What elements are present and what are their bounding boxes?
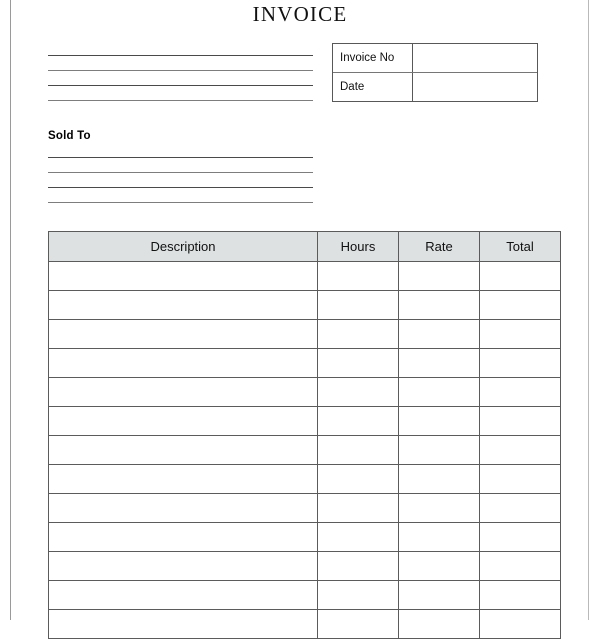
table-row bbox=[49, 291, 561, 320]
table-row bbox=[49, 262, 561, 291]
cell-description[interactable] bbox=[49, 436, 318, 465]
sold-to-address-lines[interactable] bbox=[48, 157, 313, 217]
cell-hours[interactable] bbox=[318, 494, 399, 523]
cell-hours[interactable] bbox=[318, 349, 399, 378]
cell-rate[interactable] bbox=[399, 407, 480, 436]
cell-rate[interactable] bbox=[399, 610, 480, 639]
cell-total[interactable] bbox=[480, 407, 561, 436]
meta-value-1[interactable] bbox=[413, 73, 537, 101]
sender-line-3[interactable] bbox=[48, 85, 313, 86]
cell-rate[interactable] bbox=[399, 465, 480, 494]
cell-rate[interactable] bbox=[399, 262, 480, 291]
meta-row-invoice-no bbox=[333, 44, 537, 72]
sold-to-label: Sold To bbox=[48, 130, 91, 142]
cell-hours[interactable] bbox=[318, 465, 399, 494]
cell-description[interactable] bbox=[49, 465, 318, 494]
cell-total[interactable] bbox=[480, 320, 561, 349]
line-items-table bbox=[48, 231, 561, 639]
cell-total[interactable] bbox=[480, 378, 561, 407]
meta-row-date bbox=[333, 72, 537, 101]
cell-rate[interactable] bbox=[399, 523, 480, 552]
page-edge-left bbox=[10, 0, 11, 620]
cell-description[interactable] bbox=[49, 407, 318, 436]
cell-hours[interactable] bbox=[318, 436, 399, 465]
sender-address-lines[interactable] bbox=[48, 55, 313, 115]
table-row bbox=[49, 465, 561, 494]
sender-line-4[interactable] bbox=[48, 100, 313, 101]
cell-description[interactable] bbox=[49, 349, 318, 378]
page-title: INVOICE bbox=[252, 2, 348, 26]
line-items-header bbox=[49, 232, 561, 262]
meta-label-1: Date bbox=[333, 73, 413, 101]
table-row bbox=[49, 581, 561, 610]
cell-total[interactable] bbox=[480, 610, 561, 639]
cell-rate[interactable] bbox=[399, 436, 480, 465]
sold-to-line-1[interactable] bbox=[48, 157, 313, 158]
line-items-body bbox=[49, 262, 561, 639]
table-row bbox=[49, 552, 561, 581]
table-header-row bbox=[49, 232, 561, 262]
column-header-hours: Hours bbox=[318, 232, 399, 262]
sold-to-line-4[interactable] bbox=[48, 202, 313, 203]
table-row bbox=[49, 320, 561, 349]
cell-description[interactable] bbox=[49, 610, 318, 639]
table-row bbox=[49, 407, 561, 436]
column-header-description: Description bbox=[49, 232, 318, 262]
column-header-rate: Rate bbox=[399, 232, 480, 262]
cell-rate[interactable] bbox=[399, 349, 480, 378]
sender-line-1[interactable] bbox=[48, 55, 313, 56]
cell-description[interactable] bbox=[49, 494, 318, 523]
cell-total[interactable] bbox=[480, 494, 561, 523]
cell-total[interactable] bbox=[480, 349, 561, 378]
cell-total[interactable] bbox=[480, 262, 561, 291]
cell-hours[interactable] bbox=[318, 407, 399, 436]
meta-label-0: Invoice No bbox=[333, 44, 413, 72]
cell-hours[interactable] bbox=[318, 552, 399, 581]
cell-hours[interactable] bbox=[318, 262, 399, 291]
cell-total[interactable] bbox=[480, 581, 561, 610]
cell-hours[interactable] bbox=[318, 291, 399, 320]
cell-description[interactable] bbox=[49, 523, 318, 552]
table-row bbox=[49, 494, 561, 523]
cell-total[interactable] bbox=[480, 436, 561, 465]
cell-rate[interactable] bbox=[399, 320, 480, 349]
cell-total[interactable] bbox=[480, 465, 561, 494]
cell-hours[interactable] bbox=[318, 610, 399, 639]
cell-hours[interactable] bbox=[318, 581, 399, 610]
cell-description[interactable] bbox=[49, 378, 318, 407]
sold-to-line-2[interactable] bbox=[48, 172, 313, 173]
cell-hours[interactable] bbox=[318, 523, 399, 552]
cell-rate[interactable] bbox=[399, 552, 480, 581]
cell-rate[interactable] bbox=[399, 581, 480, 610]
cell-total[interactable] bbox=[480, 552, 561, 581]
page-edge-right bbox=[588, 0, 589, 620]
cell-description[interactable] bbox=[49, 581, 318, 610]
cell-rate[interactable] bbox=[399, 494, 480, 523]
table-row bbox=[49, 436, 561, 465]
cell-hours[interactable] bbox=[318, 320, 399, 349]
invoice-meta-box bbox=[332, 43, 538, 102]
cell-rate[interactable] bbox=[399, 291, 480, 320]
cell-description[interactable] bbox=[49, 291, 318, 320]
column-header-total: Total bbox=[480, 232, 561, 262]
cell-hours[interactable] bbox=[318, 378, 399, 407]
table-row bbox=[49, 523, 561, 552]
cell-total[interactable] bbox=[480, 291, 561, 320]
sold-to-line-3[interactable] bbox=[48, 187, 313, 188]
cell-rate[interactable] bbox=[399, 378, 480, 407]
sender-line-2[interactable] bbox=[48, 70, 313, 71]
table-row bbox=[49, 610, 561, 639]
meta-value-0[interactable] bbox=[413, 44, 537, 72]
table-row bbox=[49, 378, 561, 407]
cell-description[interactable] bbox=[49, 552, 318, 581]
cell-description[interactable] bbox=[49, 262, 318, 291]
cell-description[interactable] bbox=[49, 320, 318, 349]
table-row bbox=[49, 349, 561, 378]
cell-total[interactable] bbox=[480, 523, 561, 552]
